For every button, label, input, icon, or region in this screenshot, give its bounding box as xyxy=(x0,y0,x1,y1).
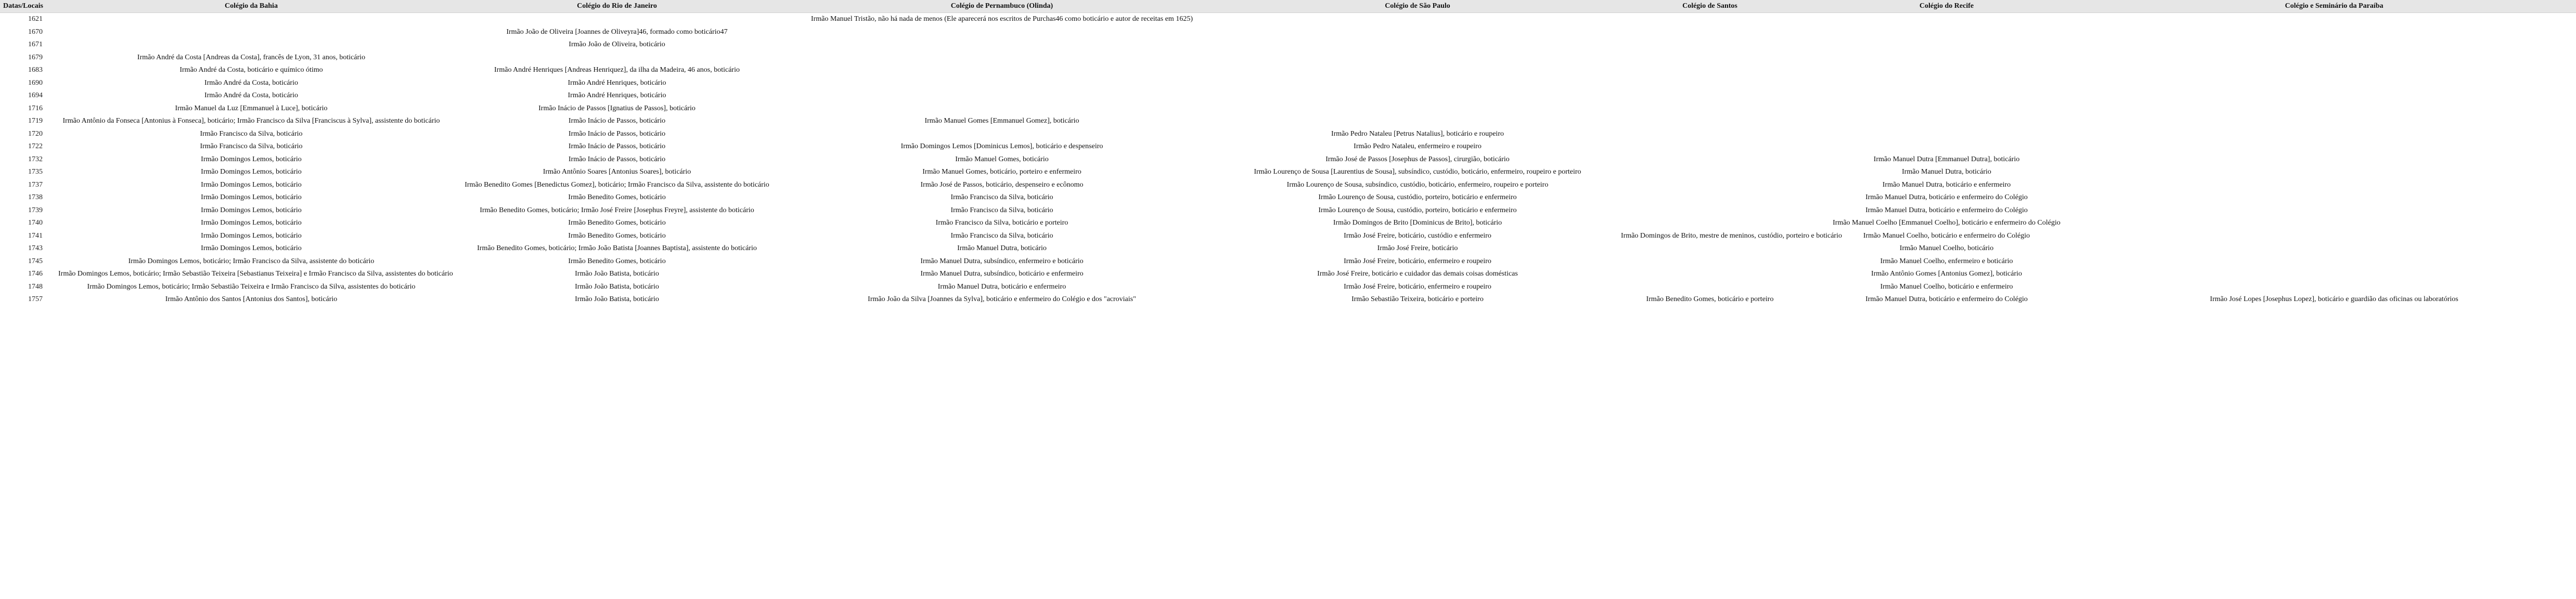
column-header: Colégio do Rio de Janeiro xyxy=(446,0,788,13)
table-cell: Irmão Lourenço de Sousa, custódio, porteiro, boticário e enfermeiro xyxy=(1318,206,1517,214)
table-cell xyxy=(2092,77,2576,90)
table-row xyxy=(0,217,2576,230)
table-cell xyxy=(1619,217,1801,230)
table-cell xyxy=(1801,13,2092,26)
table-cell xyxy=(1801,38,2092,51)
table-cell: Irmão André da Costa, boticário e químico ótimo xyxy=(179,66,323,74)
table-cell: Irmão Manuel Dutra [Emmanuel Dutra], boticário xyxy=(1873,155,2020,163)
table-row xyxy=(0,293,2576,306)
table-row xyxy=(0,204,2576,217)
table-body xyxy=(0,13,2576,306)
table-cell xyxy=(1216,89,1619,102)
table-cell: Irmão Domingos Lemos, boticário xyxy=(201,193,302,202)
table-row xyxy=(0,89,2576,102)
table-cell: Irmão Domingos Lemos, boticário xyxy=(201,219,302,227)
table-cell: Irmão André Henriques, boticário xyxy=(568,79,666,87)
table-cell xyxy=(2092,13,2576,26)
table-cell xyxy=(2092,204,2576,217)
table-cell xyxy=(2092,64,2576,77)
table-cell xyxy=(446,13,788,26)
table-cell xyxy=(2092,191,2576,204)
table-row xyxy=(0,230,2576,243)
table-cell: Irmão José Freire, boticário, custódio e enfermeiro xyxy=(1344,231,1491,240)
table-cell xyxy=(1216,13,1619,26)
table-cell: Irmão Domingos Lemos, boticário xyxy=(201,155,302,163)
table-cell: Irmão Antônio Soares [Antonius Soares], boticário xyxy=(543,168,691,176)
table-cell xyxy=(2092,230,2576,243)
table-cell: Irmão Francisco da Silva, boticário e porteiro xyxy=(935,219,1068,227)
table-row xyxy=(0,64,2576,77)
table-cell: Irmão Pedro Nataleu [Petrus Natalius], boticário e roupeiro xyxy=(1331,129,1504,138)
table-cell xyxy=(1619,51,1801,64)
table-cell xyxy=(2092,89,2576,102)
table-cell xyxy=(1619,77,1801,90)
table-cell: Irmão João Batista, boticário xyxy=(575,270,659,278)
table-cell xyxy=(1619,166,1801,179)
column-header: Colégio e Seminário da Paraíba xyxy=(2092,0,2576,13)
table-cell: Irmão Manuel Dutra, boticário xyxy=(957,244,1047,253)
table-cell xyxy=(788,89,1216,102)
table-cell xyxy=(1216,26,1619,39)
table-cell: Irmão João Batista, boticário xyxy=(575,282,659,291)
table-cell: Irmão Manuel Gomes, boticário, porteiro e enfermeiro xyxy=(922,168,1081,176)
table-cell xyxy=(2092,153,2576,166)
table-cell: Irmão Domingos Lemos, boticário; Irmão Francisco da Silva, assistente do boticário xyxy=(128,257,375,265)
table-cell: Irmão Francisco da Silva, boticário xyxy=(200,142,303,151)
table-row xyxy=(0,153,2576,166)
table-cell xyxy=(1619,128,1801,141)
table-cell xyxy=(788,26,1216,39)
table-row xyxy=(0,179,2576,192)
table-cell xyxy=(2092,102,2576,115)
table-cell xyxy=(1619,204,1801,217)
date-cell: 1738 xyxy=(28,193,43,202)
table-cell xyxy=(1619,89,1801,102)
table-cell: Irmão Benedito Gomes, boticário xyxy=(568,231,666,240)
date-cell: 1722 xyxy=(28,142,43,151)
table-cell: Irmão Manuel Coelho, boticário e enfermeiro do Colégio xyxy=(1863,231,2030,240)
table-row xyxy=(0,268,2576,281)
table-cell: Irmão André da Costa, boticário xyxy=(204,79,298,87)
table-cell: Irmão Benedito Gomes, boticário xyxy=(568,193,666,202)
table-cell: Irmão Domingos Lemos, boticário; Irmão Sebastião Teixeira e Irmão Francisco da Silva, assistentes do boticário xyxy=(87,282,416,291)
header-row xyxy=(0,0,2576,13)
table-cell xyxy=(446,51,788,64)
table-cell xyxy=(1801,140,2092,153)
date-cell: 1621 xyxy=(28,15,43,23)
table-cell xyxy=(788,51,1216,64)
table-row xyxy=(0,77,2576,90)
table-row xyxy=(0,102,2576,115)
table-row xyxy=(0,13,2576,26)
table-cell xyxy=(1216,38,1619,51)
table-cell: Irmão Francisco da Silva, boticário xyxy=(950,231,1053,240)
date-cell: 1739 xyxy=(28,206,43,214)
table-cell xyxy=(788,38,1216,51)
date-cell: 1745 xyxy=(28,257,43,265)
table-cell xyxy=(1619,179,1801,192)
table-cell: Irmão Sebastião Teixeira, boticário e porteiro xyxy=(1351,295,1484,304)
table-cell: Irmão Lourenço de Sousa, subsíndico, custódio, boticário, enfermeiro, roupeiro e porteiro xyxy=(1286,180,1549,189)
table-cell: Irmão Manuel Dutra, boticário xyxy=(1902,168,1991,176)
table-cell: Irmão Manuel Gomes [Emmanuel Gomez], boticário xyxy=(924,117,1079,125)
table-cell xyxy=(1801,89,2092,102)
table-row xyxy=(0,38,2576,51)
date-cell: 1679 xyxy=(28,53,43,61)
table-cell xyxy=(56,13,446,26)
date-cell: 1732 xyxy=(28,155,43,163)
table-cell xyxy=(1619,242,1801,255)
table-cell: Irmão Inácio de Passos [Ignatius de Passos], boticário xyxy=(538,104,695,112)
table-cell xyxy=(1619,153,1801,166)
table-cell: Irmão Manuel Tristão, não há nada de menos (Ele aparecerá nos escritos de Purchas46 como boticário e autor de receitas em 1625) xyxy=(811,15,1193,23)
table-cell xyxy=(2092,217,2576,230)
table-cell xyxy=(2092,26,2576,39)
table-cell xyxy=(1619,102,1801,115)
table-cell: Irmão José Lopes [Josephus Lopez], boticário e guardião das oficinas ou laboratórios xyxy=(2210,295,2458,304)
date-cell: 1683 xyxy=(28,66,43,74)
table-cell: Irmão Manuel da Luz [Emmanuel à Luce], boticário xyxy=(175,104,328,112)
table-cell xyxy=(1619,255,1801,268)
date-cell: 1743 xyxy=(28,244,43,253)
table-cell: Irmão João Batista, boticário xyxy=(575,295,659,304)
table-row xyxy=(0,281,2576,294)
table-cell xyxy=(1216,51,1619,64)
table-cell xyxy=(1619,140,1801,153)
table-cell xyxy=(1619,281,1801,294)
table-cell: Irmão Domingos Lemos, boticário xyxy=(201,206,302,214)
date-cell: 1690 xyxy=(28,79,43,87)
table-cell: Irmão Antônio dos Santos [Antonius dos Santos], boticário xyxy=(165,295,338,304)
table-cell xyxy=(1619,26,1801,39)
table-cell: Irmão Benedito Gomes, boticário; Irmão José Freire [Josephus Freyre], assistente do boticário xyxy=(480,206,754,214)
table-cell xyxy=(1619,115,1801,128)
table-cell: Irmão Inácio de Passos, boticário xyxy=(568,117,666,125)
table-cell xyxy=(2092,128,2576,141)
table-cell: Irmão André da Costa, boticário xyxy=(204,92,298,100)
table-row xyxy=(0,191,2576,204)
table-row xyxy=(0,140,2576,153)
table-cell: Irmão Inácio de Passos, boticário xyxy=(568,129,666,138)
table-cell: Irmão João de Oliveira, boticário xyxy=(569,41,665,49)
table-row xyxy=(0,255,2576,268)
table-cell: Irmão João da Silva [Joannes da Sylva], boticário e enfermeiro do Colégio e dos "acroviais" xyxy=(868,295,1136,304)
table-cell xyxy=(2092,166,2576,179)
table-cell xyxy=(1801,102,2092,115)
column-header: Colégio de Santos xyxy=(1619,0,1801,13)
column-header: Colégio de Pernambuco (Olinda) xyxy=(788,0,1216,13)
table-row xyxy=(0,115,2576,128)
table-cell xyxy=(788,77,1216,90)
date-cell: 1670 xyxy=(28,28,43,36)
table-cell xyxy=(1801,128,2092,141)
table-cell: Irmão Benedito Gomes [Benedictus Gomez], boticário; Irmão Francisco da Silva, assistente do boticário xyxy=(465,180,769,189)
table-cell xyxy=(1619,13,1801,26)
table-cell: Irmão Pedro Nataleu, enfermeiro e roupeiro xyxy=(1354,142,1482,151)
table-cell: Irmão José Freire, boticário, enfermeiro e roupeiro xyxy=(1344,257,1491,265)
table-cell: Irmão André Henriques, boticário xyxy=(568,92,666,100)
date-cell: 1748 xyxy=(28,282,43,291)
table-cell: Irmão Domingos Lemos, boticário xyxy=(201,244,302,253)
table-row xyxy=(0,166,2576,179)
table-cell xyxy=(1801,115,2092,128)
table-cell: Irmão Manuel Dutra, boticário e enfermeiro xyxy=(937,282,1066,291)
table-cell xyxy=(2092,140,2576,153)
table-cell xyxy=(2092,255,2576,268)
table-row xyxy=(0,128,2576,141)
table-cell: Irmão Manuel Gomes, boticário xyxy=(955,155,1049,163)
date-cell: 1746 xyxy=(28,270,43,278)
table-cell: Irmão Domingos de Brito, mestre de meninos, custódio, porteiro e boticário xyxy=(1621,231,1842,240)
date-cell: 1735 xyxy=(28,168,43,176)
table-cell: Irmão Lourenço de Sousa [Laurentius de Sousa], subsíndico, custódio, boticário, enfermeiro, roupeiro e porteiro xyxy=(1254,168,1581,176)
table-row xyxy=(0,242,2576,255)
date-cell: 1757 xyxy=(28,295,43,304)
table-cell xyxy=(1619,191,1801,204)
table-cell: Irmão Antônio Gomes [Antonius Gomez], boticário xyxy=(1871,270,2023,278)
table-cell: Irmão Inácio de Passos, boticário xyxy=(568,155,666,163)
date-cell: 1737 xyxy=(28,180,43,189)
table-cell: Irmão Domingos Lemos, boticário xyxy=(201,180,302,189)
table-cell xyxy=(1619,268,1801,281)
column-header: Colégio de São Paulo xyxy=(1216,0,1619,13)
table-cell: Irmão Manuel Coelho [Emmanuel Coelho], boticário e enfermeiro do Colégio xyxy=(1833,219,2060,227)
table-cell xyxy=(2092,38,2576,51)
column-header: Datas/Locais xyxy=(0,0,56,13)
date-cell: 1694 xyxy=(28,92,43,100)
table-cell: Irmão Manuel Coelho, enfermeiro e boticário xyxy=(1880,257,2013,265)
table-cell xyxy=(2092,268,2576,281)
table-cell: Irmão Benedito Gomes, boticário; Irmão João Batista [Joannes Baptista], assistente do boticário xyxy=(477,244,757,253)
table-cell: Irmão Domingos Lemos, boticário xyxy=(201,231,302,240)
table-cell xyxy=(2092,179,2576,192)
table-cell xyxy=(2092,51,2576,64)
table-cell: Irmão Benedito Gomes, boticário xyxy=(568,219,666,227)
date-cell: 1741 xyxy=(28,231,43,240)
table-cell xyxy=(1801,51,2092,64)
table-cell: Irmão Lourenço de Sousa, custódio, porteiro, boticário e enfermeiro xyxy=(1318,193,1517,202)
table-cell: Irmão Manuel Dutra, subsíndico, enfermeiro e boticário xyxy=(920,257,1084,265)
table-cell xyxy=(1216,102,1619,115)
table-cell: Irmão Domingos Lemos [Dominicus Lemos], boticário e despenseiro xyxy=(900,142,1103,151)
table-cell: Irmão José de Passos [Josephus de Passos], cirurgião, boticário xyxy=(1325,155,1510,163)
table-cell xyxy=(1216,115,1619,128)
table-cell: Irmão Manuel Dutra, boticário e enfermeiro do Colégio xyxy=(1865,206,2028,214)
table-row xyxy=(0,26,2576,39)
date-cell: 1671 xyxy=(28,41,43,49)
date-cell: 1720 xyxy=(28,129,43,138)
table-cell: Irmão André da Costa [Andreas da Costa], francês de Lyon, 31 anos, boticário xyxy=(137,53,366,61)
date-cell: 1719 xyxy=(28,117,43,125)
column-header: Colégio do Recife xyxy=(1801,0,2092,13)
table-cell: Irmão Domingos de Brito [Dominicus de Brito], boticário xyxy=(1333,219,1502,227)
table-cell xyxy=(1801,77,2092,90)
table-cell: Irmão Francisco da Silva, boticário xyxy=(950,206,1053,214)
table-cell: Irmão Manuel Dutra, boticário e enfermeiro xyxy=(1882,180,2011,189)
date-cell: 1716 xyxy=(28,104,43,112)
table-cell xyxy=(1801,64,2092,77)
table-cell: Irmão José Freire, boticário xyxy=(1377,244,1458,253)
table-cell: Irmão Domingos Lemos, boticário; Irmão Sebastião Teixeira [Sebastianus Teixeira] e Irmão Francisco da Silva, assistentes do boticário xyxy=(58,270,453,278)
table-cell: Irmão Benedito Gomes, boticário xyxy=(568,257,666,265)
table-cell xyxy=(2092,281,2576,294)
table-cell: Irmão Manuel Coelho, boticário xyxy=(1899,244,1994,253)
table-cell: Irmão Antônio da Fonseca [Antonius à Fonseca], boticário; Irmão Francisco da Silva [Franciscus à Sylva], assistente do boticário xyxy=(62,117,440,125)
column-header: Colégio da Bahia xyxy=(56,0,446,13)
table-cell xyxy=(1619,64,1801,77)
table-cell xyxy=(56,26,446,39)
table-cell: Irmão Francisco da Silva, boticário xyxy=(200,129,303,138)
date-cell: 1740 xyxy=(28,219,43,227)
table-cell xyxy=(1216,77,1619,90)
table-cell: Irmão Benedito Gomes, boticário e porteiro xyxy=(1646,295,1774,304)
table-cell: Irmão Manuel Dutra, subsíndico, boticário e enfermeiro xyxy=(920,270,1084,278)
table-cell: Irmão Manuel Dutra, boticário e enfermeiro do Colégio xyxy=(1865,193,2028,202)
table-cell: Irmão Manuel Coelho, boticário e enfermeiro xyxy=(1880,282,2013,291)
table-cell: Irmão Inácio de Passos, boticário xyxy=(568,142,666,151)
table-cell xyxy=(56,38,446,51)
table-cell: Irmão José Freire, boticário e cuidador das demais coisas domésticas xyxy=(1317,270,1518,278)
table-cell: Irmão Francisco da Silva, boticário xyxy=(950,193,1053,202)
table-cell: Irmão Domingos Lemos, boticário xyxy=(201,168,302,176)
table-cell xyxy=(788,64,1216,77)
table-cell xyxy=(1801,26,2092,39)
table-cell xyxy=(788,128,1216,141)
table-cell: Irmão André Henriques [Andreas Henriquez], da ilha da Madeira, 46 anos, boticário xyxy=(494,66,740,74)
table-cell: Irmão João de Oliveira [Joannes de Oliveyra]46, formado como boticário47 xyxy=(506,28,728,36)
table-cell xyxy=(1619,38,1801,51)
table-cell: Irmão Manuel Dutra, boticário e enfermeiro do Colégio xyxy=(1865,295,2028,304)
table-cell xyxy=(788,102,1216,115)
table-cell xyxy=(2092,115,2576,128)
table-cell: Irmão José Freire, boticário, enfermeiro e roupeiro xyxy=(1344,282,1491,291)
table-row xyxy=(0,51,2576,64)
table-cell: Irmão José de Passos, boticário, despenseiro e ecônomo xyxy=(920,180,1084,189)
table-cell xyxy=(1216,64,1619,77)
table-cell xyxy=(2092,242,2576,255)
